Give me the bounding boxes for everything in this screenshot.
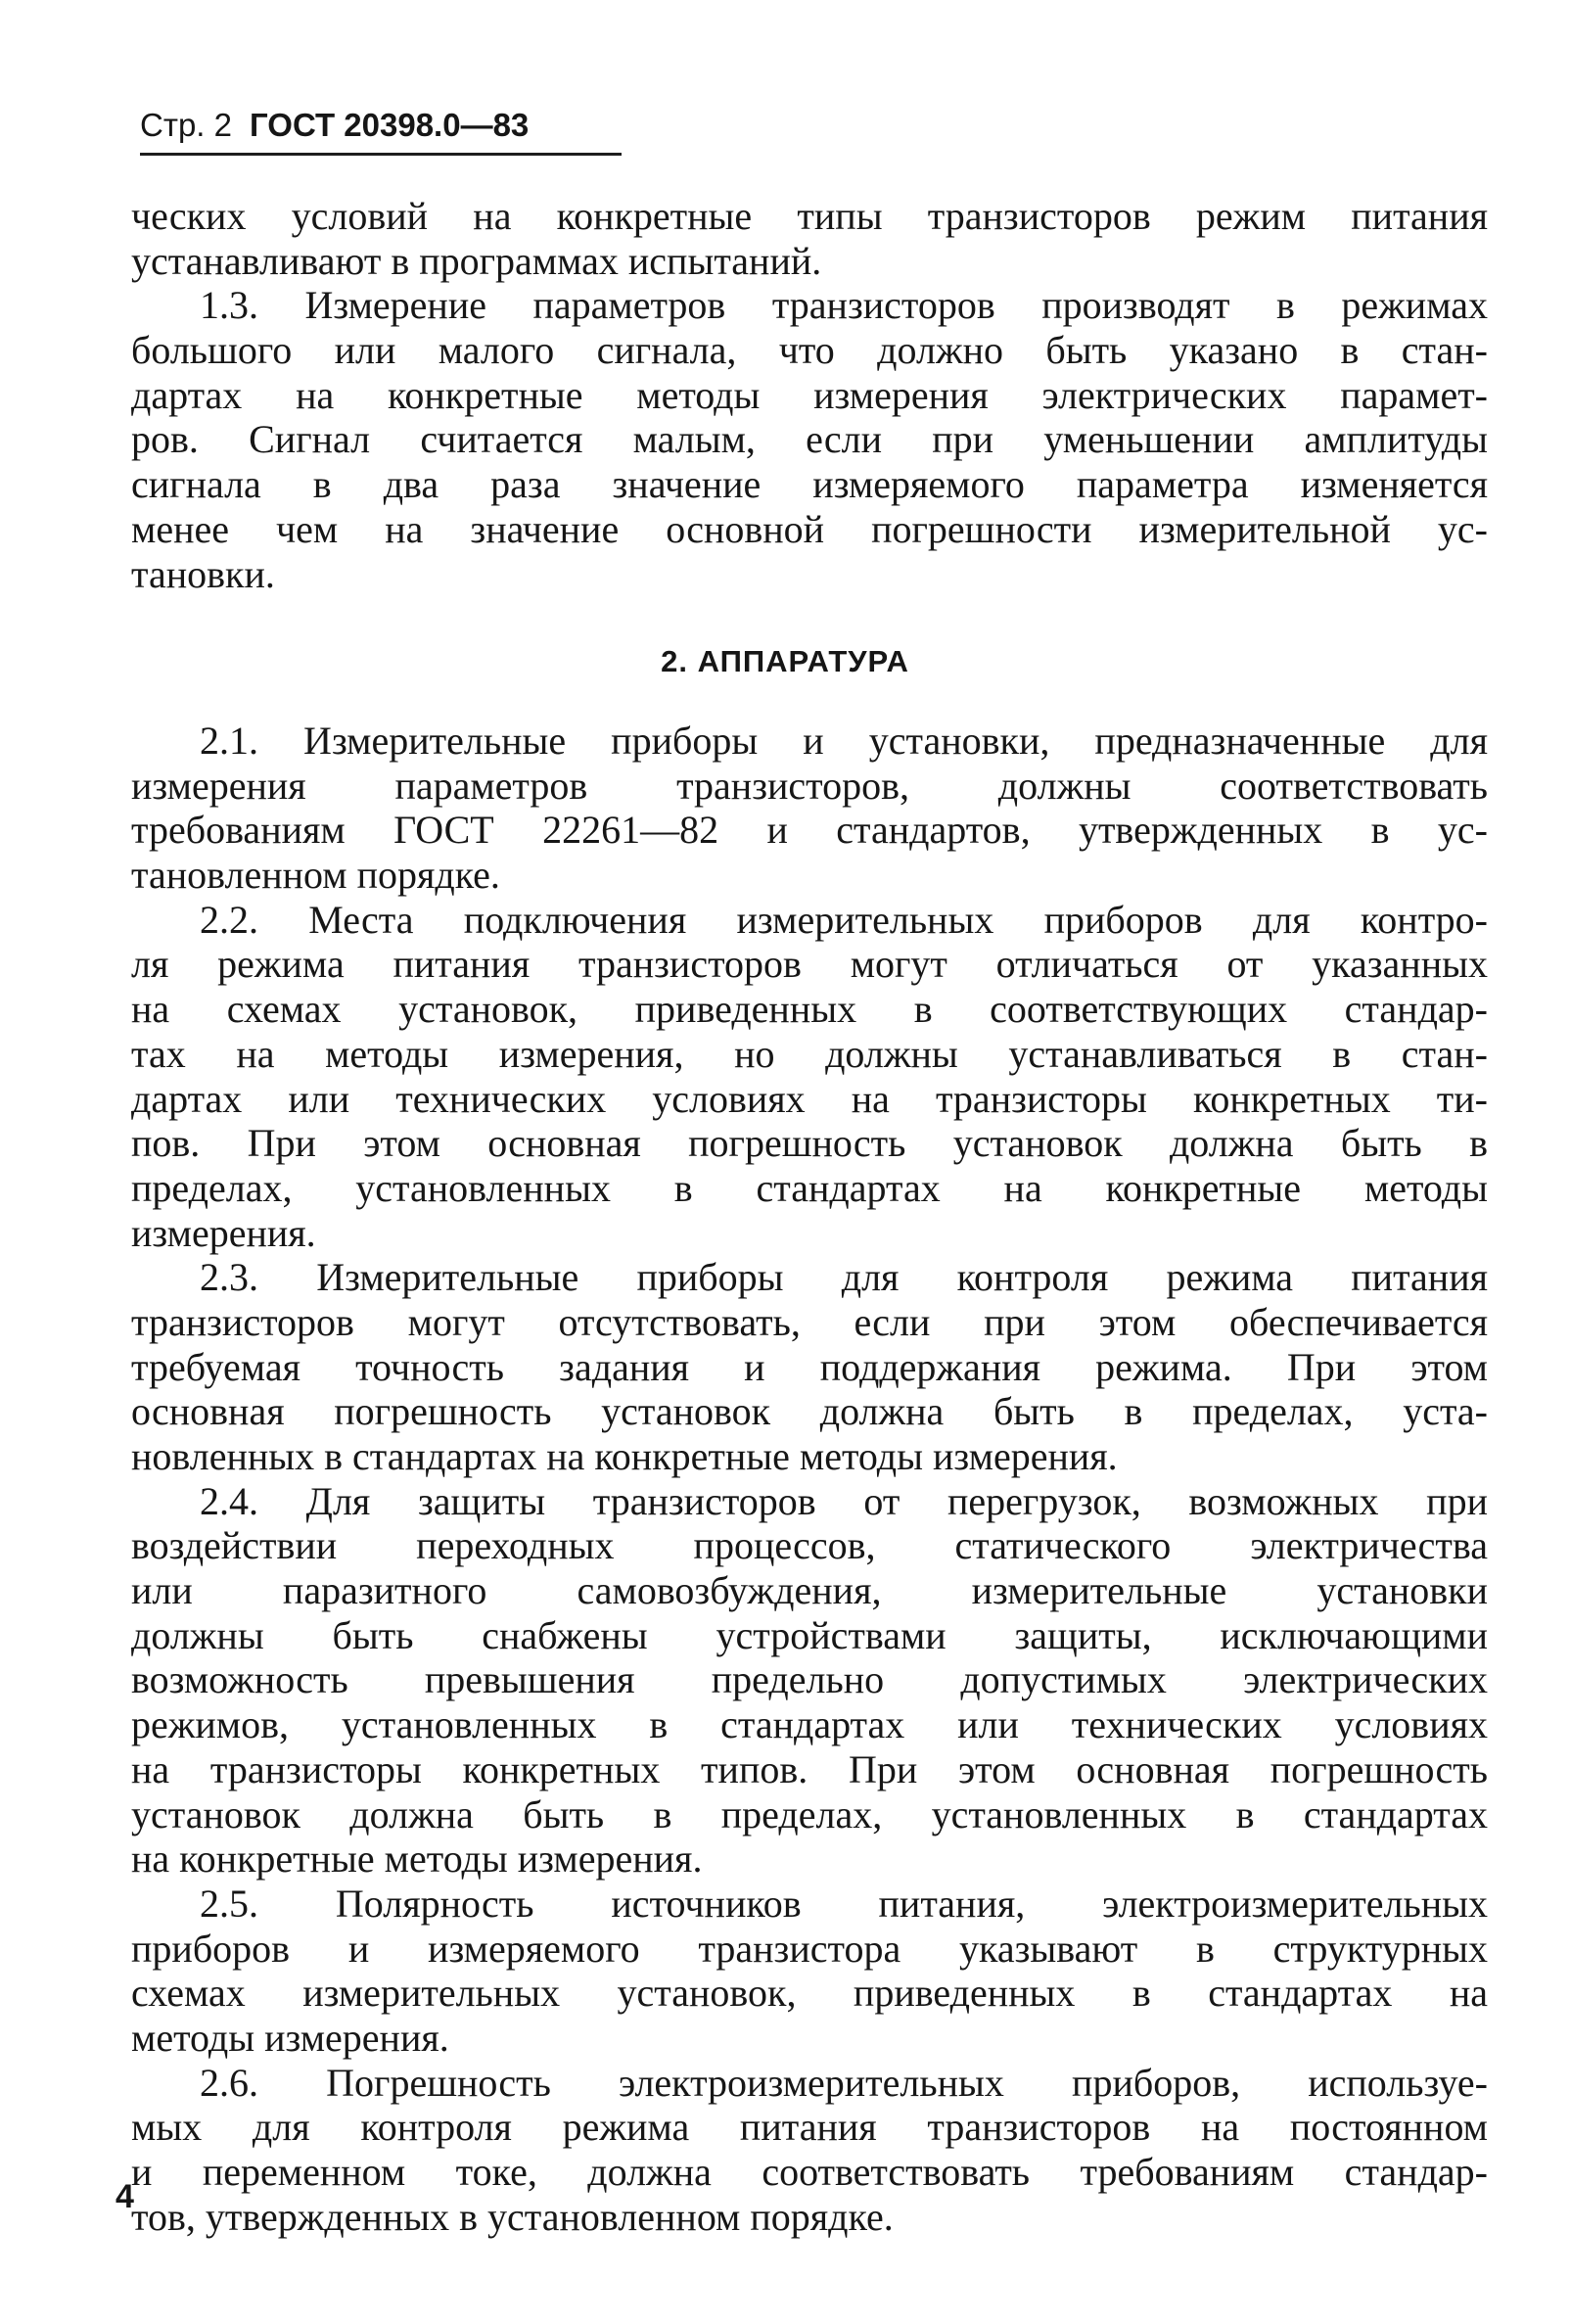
section-heading: 2. АППАРАТУРА bbox=[661, 644, 909, 678]
paragraph-1-3-line: менее чем на значение основной погрешности измерительной ус- bbox=[131, 506, 1488, 551]
paragraph-2-2-line: ля режима питания транзисторов могут отличаться от указанных bbox=[131, 942, 1488, 987]
paragraph-2-5-line: схемах измерительных установок, приведенных в стандартах на bbox=[131, 1971, 1488, 2016]
paragraph-1-3-line: ров. Сигнал считается малым, если при уменьшении амплитуды bbox=[131, 417, 1488, 462]
header-standard-number: ГОСТ 20398.0—83 bbox=[250, 107, 530, 143]
paragraph-2-2-line: на схемах установок, приведенных в соответствующих стандар- bbox=[131, 987, 1488, 1032]
text-line: ческих условий на конкретные типы транзисторов режим питания bbox=[131, 194, 1488, 238]
paragraph-2-5-line: приборов и измеряемого транзистора указывают в структурных bbox=[131, 1926, 1488, 1971]
paragraph-2-6-line: и переменном токе, должна соответствовать требованиям стандар- bbox=[131, 2150, 1488, 2194]
paragraph-2-2-line: дартах или технических условиях на транзисторы конкретных ти- bbox=[131, 1076, 1488, 1121]
paragraph-2-4-line: должны быть снабжены устройствами защиты, исключающими bbox=[131, 1612, 1488, 1657]
paragraph-1-3-line: большого или малого сигнала, что должно быть указано в стан- bbox=[131, 328, 1488, 373]
paragraph-2-2-line: 2.2. Места подключения измерительных приборов для контро- bbox=[200, 897, 1488, 942]
paragraph-1-3-line: сигнала в два раза значение измеряемого параметра изменяется bbox=[131, 462, 1488, 507]
section-2-body bbox=[131, 719, 1488, 2239]
paragraph-2-2-line: пределах, установленных в стандартах на конкретные методы bbox=[131, 1165, 1488, 1210]
paragraph-2-5-line: методы измерения. bbox=[131, 2015, 449, 2060]
paragraph-2-4-line: воздействии переходных процессов, статического электричества bbox=[131, 1523, 1488, 1568]
paragraph-2-1-line: измерения параметров транзисторов, должны соответствовать bbox=[131, 763, 1488, 808]
paragraph-2-1-line: тановленном порядке. bbox=[131, 853, 500, 898]
header-page-label: Стр. 2 bbox=[140, 107, 232, 143]
paragraph-2-3-line: 2.3. Измерительные приборы для контроля режима питания bbox=[200, 1255, 1488, 1300]
paragraph-2-2-line: тах на методы измерения, но должны устанавливаться в стан- bbox=[131, 1031, 1488, 1076]
paragraph-2-3-line: транзисторов могут отсутствовать, если при этом обеспечивается bbox=[131, 1299, 1488, 1344]
paragraph-2-3-line: требуемая точность задания и поддержания режима. При этом bbox=[131, 1344, 1488, 1389]
paragraph-2-4-line: возможность превышения предельно допустимых электрических bbox=[131, 1657, 1488, 1702]
paragraph-2-6-line: 2.6. Погрешность электроизмерительных приборов, используе- bbox=[200, 2060, 1488, 2105]
page-number: 4 bbox=[115, 2178, 134, 2215]
paragraph-2-2-line: измерения. bbox=[131, 1210, 316, 1255]
paragraph-2-3-line: основная погрешность установок должна быть в пределах, уста- bbox=[131, 1389, 1488, 1434]
paragraph-2-6-line: мых для контроля режима питания транзисторов на постоянном bbox=[131, 2105, 1488, 2150]
paragraph-2-4-line: на транзисторы конкретных типов. При этом основная погрешность bbox=[131, 1746, 1488, 1791]
paragraph-2-3-line: новленных в стандартах на конкретные методы измерения. bbox=[131, 1434, 1118, 1478]
paragraph-2-4-line: или паразитного самовозбуждения, измерительные установки bbox=[131, 1568, 1488, 1613]
paragraph-2-4-line: 2.4. Для защиты транзисторов от перегрузок, возможных при bbox=[200, 1478, 1488, 1523]
paragraph-2-1-line: требованиям ГОСТ 22261—82 и стандартов, утвержденных в ус- bbox=[131, 808, 1488, 853]
paragraph-1-3-line: тановки. bbox=[131, 551, 275, 596]
paragraph-2-4-line: установок должна быть в пределах, установленных в стандартах bbox=[131, 1791, 1488, 1836]
paragraph-2-4-line: на конкретные методы измерения. bbox=[131, 1836, 703, 1882]
text-line: устанавливают в программах испытаний. bbox=[131, 238, 822, 283]
paragraph-1-3-line: дартах на конкретные методы измерения электрических парамет- bbox=[131, 372, 1488, 417]
paragraph-2-5-line: 2.5. Полярность источников питания, электроизмерительных bbox=[200, 1881, 1488, 1926]
paragraph-1-3-line: 1.3. Измерение параметров транзисторов производят в режимах bbox=[200, 283, 1488, 328]
running-header bbox=[140, 106, 622, 156]
paragraph-2-4-line: режимов, установленных в стандартах или технических условиях bbox=[131, 1702, 1488, 1747]
paragraph-2-6-line: тов, утвержденных в установленном порядке. bbox=[131, 2194, 894, 2239]
paragraph-2-1-line: 2.1. Измерительные приборы и установки, предназначенные для bbox=[200, 719, 1488, 763]
intro-continuation bbox=[131, 194, 1488, 596]
paragraph-2-2-line: пов. При этом основная погрешность установок должна быть в bbox=[131, 1121, 1488, 1166]
